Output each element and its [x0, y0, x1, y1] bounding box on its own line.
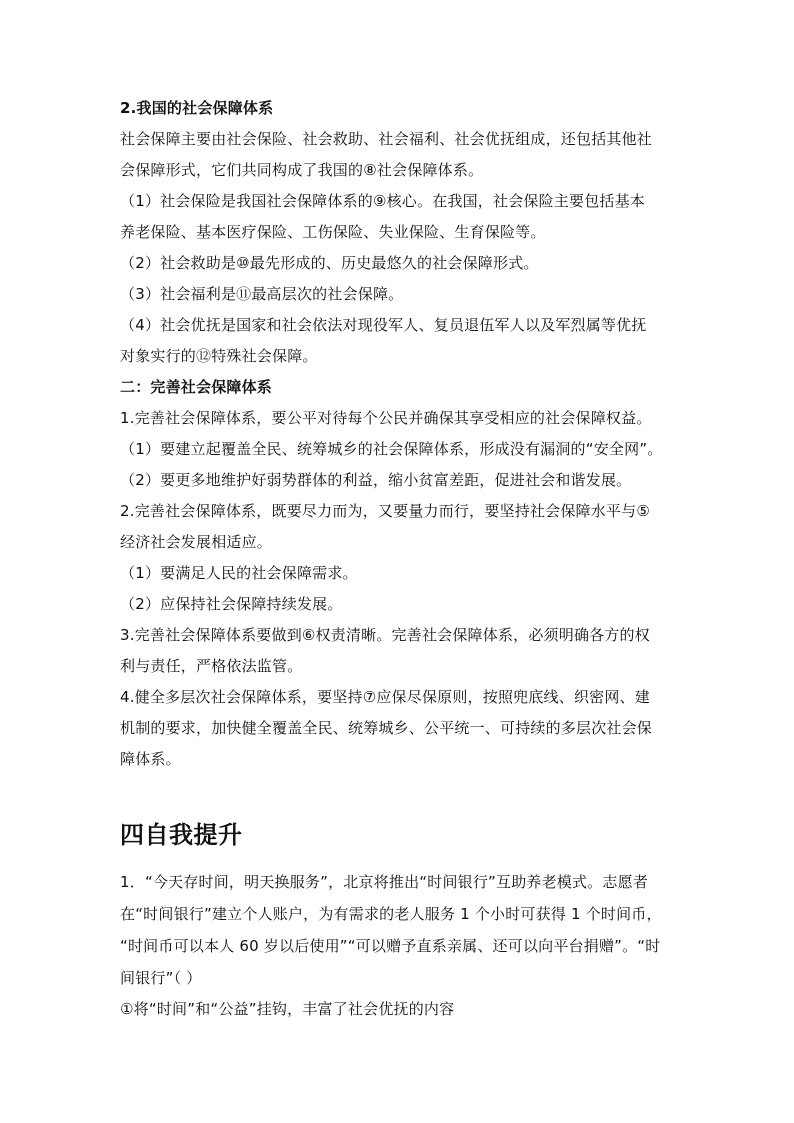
text-line: （2）社会救助是⑩最先形成的、历史最悠久的社会保障形式。 [120, 254, 539, 272]
text-line: （1）社会保险是我国社会保障体系的⑨核心。在我国，社会保险主要包括基本 [120, 192, 645, 210]
text-line: 障体系。 [120, 750, 181, 768]
text-line: 对象实行的⑫特殊社会保障。 [120, 347, 318, 365]
text-line: （4）社会优抚是国家和社会依法对现役军人、复员退伍军人以及军烈属等优抚 [120, 316, 647, 334]
text-line: （3）社会福利是⑪最高层次的社会保障。 [120, 285, 404, 303]
text-line: 会保障形式，它们共同构成了我国的⑧社会保障体系。 [120, 161, 484, 179]
text-line: 2.完善社会保障体系，既要尽力而为，又要量力而行，要坚持社会保障水平与⑤ [120, 502, 650, 520]
text-line: 利与责任，严格依法监管。 [120, 657, 303, 675]
text-line: （1）要满足人民的社会保障需求。 [120, 564, 358, 582]
text-line: 社会保障主要由社会保险、社会救助、社会福利、社会优抚组成，还包括其他社 [120, 130, 653, 148]
text-line: 养老保险、基本医疗保险、工伤保险、失业保险、生育保险等。 [120, 223, 546, 241]
text-line: 1.完善社会保障体系，要公平对待每个公民并确保其享受相应的社会保障权益。 [120, 409, 652, 427]
page-heading-self-improvement: 四自我提升 [120, 821, 243, 849]
text-line: 机制的要求，加快健全覆盖全民、统筹城乡、公平统一、可持续的多层次社会保 [120, 719, 653, 737]
text-line: （1）要建立起覆盖全民、统筹城乡的社会保障体系，形成没有漏洞的“安全网”。 [120, 440, 663, 458]
question-text-line: “时间币可以本人 60 岁以后使用”“可以赠予直系亲属、还可以向平台捐赠”。“时 [120, 937, 661, 955]
section-title-improve-system: 二：完善社会保障体系 [120, 378, 273, 396]
question-text-line: 1．“今天存时间，明天换服务”，北京将推出“时间银行”互助养老模式。志愿者 [120, 873, 649, 891]
text-line: 3.完善社会保障体系要做到⑥权责清晰。完善社会保障体系，必须明确各方的权 [120, 626, 650, 644]
question-text-line: 间银行”（ ） [120, 969, 202, 987]
question-text-line: 在“时间银行”建立个人账户，为有需求的老人服务 1 个小时可获得 1 个时间币， [120, 905, 662, 923]
text-line: （2）要更多地维护好弱势群体的利益，缩小贫富差距，促进社会和谐发展。 [120, 471, 632, 489]
option-text-line: ①将“时间”和“公益”挂钩，丰富了社会优抚的内容 [120, 1000, 455, 1018]
text-line: 经济社会发展相适应。 [120, 533, 273, 551]
text-line: （2）应保持社会保障持续发展。 [120, 595, 343, 613]
text-line: 4.健全多层次社会保障体系，要坚持⑦应保尽保原则，按照兜底线、织密网、建 [120, 688, 650, 706]
section-title-social-security-system: 2.我国的社会保障体系 [120, 99, 274, 117]
